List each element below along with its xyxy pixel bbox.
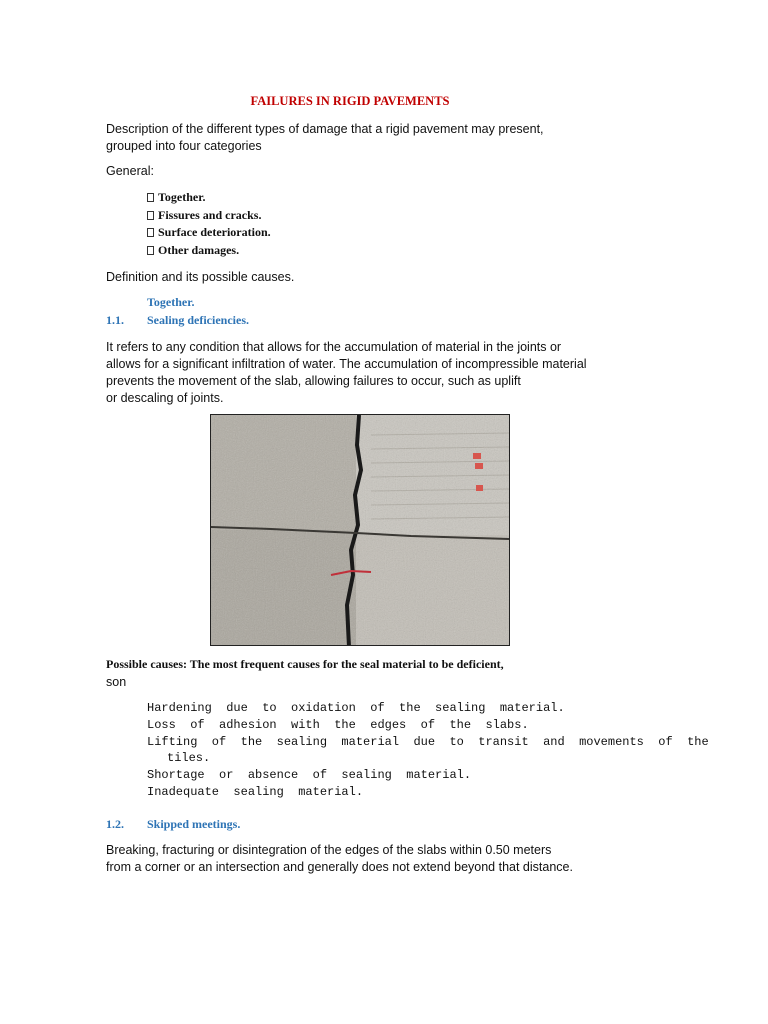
list-item	[147, 189, 271, 207]
section-number: 1.1.	[106, 313, 124, 327]
general-label: General:	[106, 164, 154, 178]
category-list	[147, 189, 271, 259]
causes-heading: Possible causes: The most frequent causes for the seal material to be deficient,	[106, 657, 504, 671]
section-number: 1.2.	[106, 817, 124, 831]
paragraph-line: It refers to any condition that allows for the accumulation of material in the joints or	[106, 340, 562, 354]
checkbox-bullet-icon	[147, 193, 154, 202]
intro-line: grouped into four categories	[106, 139, 262, 153]
causes-list	[147, 700, 709, 801]
checkbox-bullet-icon	[147, 228, 154, 237]
list-item	[147, 224, 271, 242]
checkbox-bullet-icon	[147, 246, 154, 255]
sealing-paragraph	[106, 339, 626, 407]
list-item	[147, 242, 271, 260]
list-item: Inadequate sealing material.	[147, 784, 364, 799]
list-item-label: Other damages.	[158, 242, 240, 257]
list-item-label: Together.	[158, 190, 206, 204]
pavement-joint-illustration	[211, 415, 510, 646]
section-title: Skipped meetings.	[147, 817, 241, 831]
paragraph-line: prevents the movement of the slab, allowing failures to occur, such as uplift	[106, 374, 521, 388]
list-item: Shortage or absence of sealing material.	[147, 768, 472, 783]
paragraph-line: Breaking, fracturing or disintegration of the edges of the slabs within 0.50 meters	[106, 843, 552, 857]
paragraph-line: or descaling of joints.	[106, 391, 224, 405]
pavement-joint-photo	[210, 414, 510, 646]
list-item-label: Fissures and cracks.	[158, 207, 262, 222]
paragraph-line: from a corner or an intersection and generally does not extend beyond that distance.	[106, 860, 573, 874]
skipped-meetings-paragraph	[106, 842, 626, 876]
intro-line: Description of the different types of damage that a rigid pavement may present,	[106, 122, 544, 136]
list-item	[147, 207, 271, 225]
intro-paragraph	[106, 121, 586, 155]
checkbox-bullet-icon	[147, 211, 154, 220]
section-together-heading: Together.	[147, 295, 195, 309]
paragraph-line: allows for a significant infiltration of water. The accumulation of incompressible material	[106, 357, 587, 371]
list-item: Loss of adhesion with the edges of the slabs.	[147, 717, 529, 732]
section-title: Sealing deficiencies.	[147, 313, 249, 327]
causes-continuation: son	[106, 675, 127, 689]
page-title: FAILURES IN RIGID PAVEMENTS	[250, 94, 450, 108]
list-item-continuation: tiles.	[167, 751, 211, 766]
list-item: Lifting of the sealing material due to transit and movements of the	[147, 734, 709, 749]
list-item: Hardening due to oxidation of the sealing material.	[147, 701, 565, 715]
list-item-label: Surface deterioration.	[158, 225, 271, 239]
definition-text: Definition and its possible causes.	[106, 270, 295, 284]
